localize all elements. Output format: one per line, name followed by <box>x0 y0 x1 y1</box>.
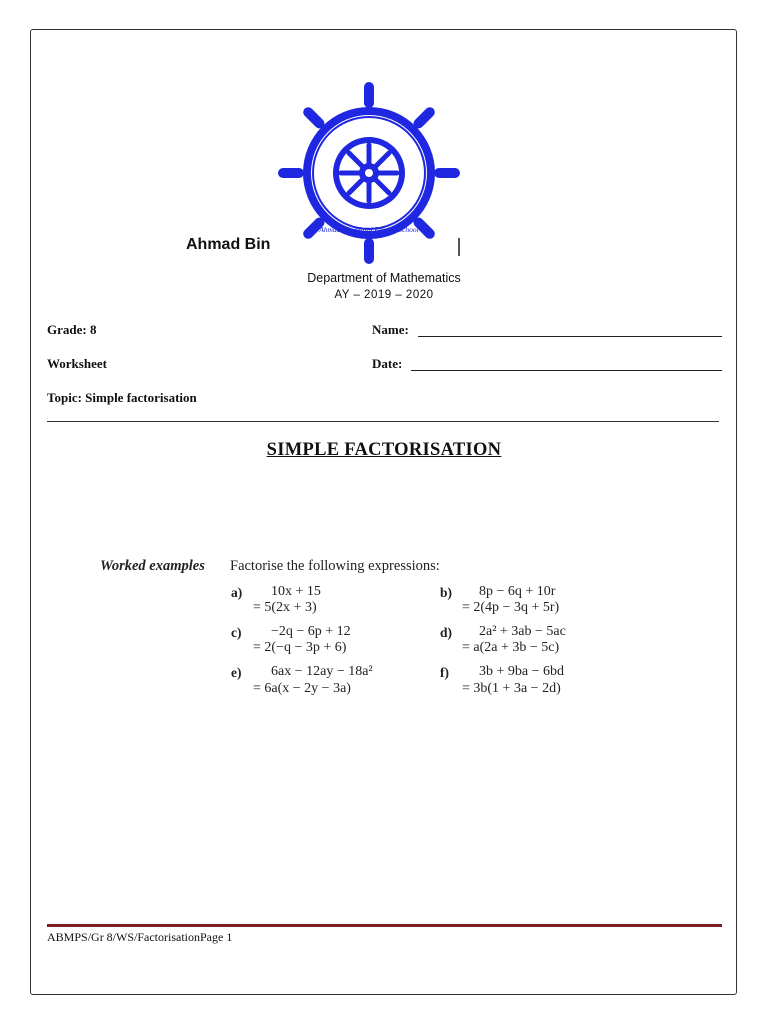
example-c-label: c) <box>231 625 242 640</box>
academic-year: AY – 2019 – 2020 <box>334 289 434 301</box>
example-d-expression: 2a² + 3ab − 5ac <box>479 624 566 639</box>
example-a-label: a) <box>231 585 243 600</box>
example-b-answer: = 2(4p − 3q + 5r) <box>462 600 560 615</box>
example-b-expression: 8p − 6q + 10r <box>479 584 556 599</box>
example-d-answer: = a(2a + 3b − 5c) <box>462 640 560 655</box>
example-e-label: e) <box>231 665 242 680</box>
school-logo-ship-wheel <box>277 82 461 264</box>
footer-divider <box>47 924 722 927</box>
example-e-expression: 6ax − 12ay − 18a² <box>271 664 373 679</box>
logo-text: Ahmad Bin Majid Private School <box>319 225 419 234</box>
footer-reference: ABMPS/Gr 8/WS/FactorisationPage 1 <box>47 930 233 944</box>
school-name-cursor <box>458 238 460 256</box>
name-label: Name: <box>372 322 409 337</box>
example-f-answer: = 3b(1 + 3a − 2d) <box>462 681 561 696</box>
example-f-expression: 3b + 9ba − 6bd <box>479 664 565 679</box>
example-a-answer: = 5(2x + 3) <box>253 600 317 615</box>
worked-examples-heading: Worked examples <box>100 558 205 574</box>
example-c-answer: = 2(−q − 3p + 6) <box>253 640 347 655</box>
date-blank-line[interactable] <box>411 370 722 371</box>
topic-label: Topic: Simple factorisation <box>47 390 197 405</box>
example-a-expression: 10x + 15 <box>271 584 321 599</box>
example-e-answer: = 6a(x − 2y − 3a) <box>253 681 351 696</box>
header-divider <box>47 421 719 422</box>
example-d-label: d) <box>440 625 453 640</box>
worked-examples-instruction: Factorise the following expressions: <box>230 558 440 574</box>
grade-label: Grade: 8 <box>47 322 97 337</box>
department-name: Department of Mathematics <box>307 271 461 285</box>
example-f-label: f) <box>440 665 449 680</box>
worksheet-title: SIMPLE FACTORISATION <box>266 440 502 460</box>
date-label: Date: <box>372 356 403 371</box>
example-c-expression: −2q − 6p + 12 <box>271 624 351 639</box>
school-name: Ahmad Bin <box>186 236 271 253</box>
name-blank-line[interactable] <box>418 336 722 337</box>
example-b-label: b) <box>440 585 453 600</box>
worksheet-label: Worksheet <box>47 356 107 371</box>
